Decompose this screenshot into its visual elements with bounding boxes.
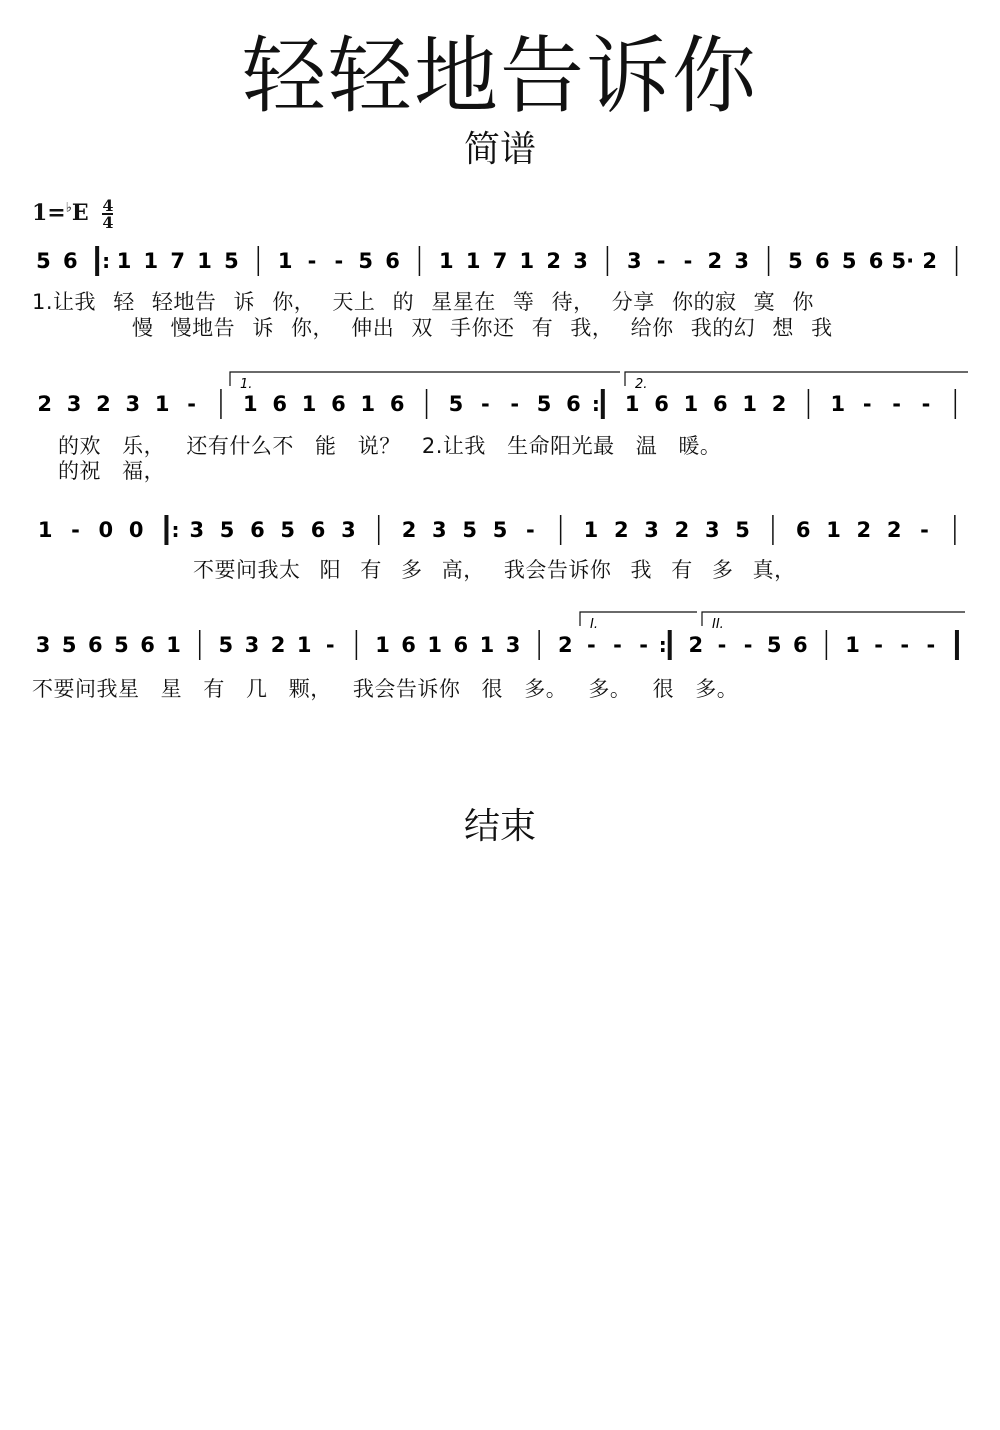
note: 6: [795, 518, 811, 542]
note: 2: [401, 518, 417, 542]
note: 6: [814, 249, 830, 273]
note: 1: [197, 249, 212, 273]
note: 3: [66, 392, 82, 416]
lyric-row4: 不要问我星 星 有 几 颗， 我会告诉你 很 多。 多。 很 多。: [32, 677, 739, 701]
volta-second-coda-label: II.: [712, 617, 724, 632]
key-note: E: [71, 200, 89, 226]
song-title: 轻轻地告诉你: [241, 27, 758, 125]
note: 0: [128, 518, 144, 542]
note: 5: [218, 633, 234, 657]
note: 3: [505, 633, 521, 657]
note: 5: [448, 392, 464, 416]
note: 2: [270, 633, 286, 657]
note: 6: [331, 392, 346, 416]
volta-first-label: 1.: [240, 377, 253, 392]
lyric-row1-verse2: 慢 慢地告 诉 你， 伸出 双 手你还 有 我， 给你 我的幻 想 我: [132, 316, 833, 340]
repeat-dots: :: [591, 392, 600, 416]
note: 2: [674, 518, 690, 542]
note: 6: [654, 392, 669, 416]
note: 6: [140, 633, 155, 657]
note: 3: [573, 249, 588, 273]
ending-text: 结束: [463, 806, 536, 847]
note: 1: [143, 249, 159, 273]
note: 6: [87, 633, 103, 657]
note: 2: [613, 518, 629, 542]
note: -: [921, 392, 931, 416]
time-bottom: 4: [102, 213, 114, 232]
volta-first: [230, 372, 620, 386]
note: 3: [626, 249, 642, 273]
note: 7: [170, 249, 186, 273]
note: -: [639, 633, 648, 657]
note: 5: [841, 249, 857, 273]
note: -: [743, 633, 753, 657]
note: 6: [566, 392, 581, 416]
note: 5: [536, 392, 552, 416]
note: 6: [62, 249, 78, 273]
repeat-dots: :: [658, 633, 667, 657]
note: 1: [301, 392, 317, 416]
note: 5·: [891, 249, 915, 273]
note: 1: [465, 249, 481, 273]
lyric-row2-verse2: 的祝 福，: [58, 459, 166, 483]
note: 1: [243, 392, 258, 416]
note: 3: [704, 518, 720, 542]
note: 2: [922, 249, 938, 273]
note: 5: [36, 249, 51, 273]
note: 2: [96, 392, 111, 416]
volta-first-coda-label: I.: [590, 617, 598, 632]
note: -: [510, 392, 520, 416]
note: -: [900, 633, 910, 657]
note: 5: [224, 249, 239, 273]
note: 2: [557, 633, 573, 657]
note: 1: [519, 249, 535, 273]
note: 1: [624, 392, 640, 416]
lyric-row1-verse1: 1.让我 轻 轻地告 诉 你， 天上 的 星星在 等 待， 分享 你的寂 寞 你: [32, 290, 814, 314]
note: -: [926, 633, 936, 657]
note: 2: [37, 392, 52, 416]
note: 1: [479, 633, 495, 657]
volta-second: [625, 372, 968, 386]
note: 1: [583, 518, 599, 542]
note: 3: [35, 633, 51, 657]
note: 1: [830, 392, 846, 416]
note: 1: [375, 633, 390, 657]
note: -: [525, 518, 535, 542]
note: 3: [244, 633, 260, 657]
note: 1: [826, 518, 841, 542]
note: -: [892, 392, 901, 416]
note: 5: [462, 518, 477, 542]
note: -: [920, 518, 929, 542]
repeat-dots: :: [171, 518, 180, 542]
note: 6: [401, 633, 416, 657]
note: 1: [296, 633, 312, 657]
note: -: [187, 392, 196, 416]
note: 0: [98, 518, 114, 542]
note: 6: [868, 249, 884, 273]
key-prefix: 1=: [32, 200, 66, 226]
note: 1: [438, 249, 454, 273]
note: 5: [61, 633, 77, 657]
note: 2: [886, 518, 902, 542]
note: 6: [713, 392, 728, 416]
note: 6: [385, 249, 400, 273]
note: -: [656, 249, 666, 273]
note: 6: [792, 633, 808, 657]
note: 3: [644, 518, 659, 542]
note: -: [717, 633, 727, 657]
note: -: [71, 518, 80, 542]
note: 3: [341, 518, 356, 542]
note: 3: [734, 249, 750, 273]
song-subtitle: 简谱: [463, 129, 536, 170]
time-top: 4: [102, 196, 114, 215]
note: 1: [37, 518, 53, 542]
note: 2: [771, 392, 787, 416]
lyric-row3: 不要问我太 阳 有 多 高， 我会告诉你 我 有 多 真，: [193, 558, 796, 582]
note: 7: [492, 249, 508, 273]
volta-second-coda: [702, 612, 965, 626]
volta-second-label: 2.: [635, 377, 648, 392]
note: -: [307, 249, 317, 273]
note: 1: [154, 392, 170, 416]
note: 1: [166, 633, 181, 657]
note: 1: [845, 633, 860, 657]
note: 3: [125, 392, 141, 416]
note: 5: [766, 633, 782, 657]
note: 6: [453, 633, 469, 657]
note: 6: [389, 392, 405, 416]
note: -: [334, 249, 344, 273]
note: 6: [250, 518, 265, 542]
note: -: [683, 249, 693, 273]
note: 2: [546, 249, 562, 273]
note: 1: [277, 249, 293, 273]
note: 3: [432, 518, 447, 542]
note: -: [587, 633, 596, 657]
lyric-row2-verse1: 的欢 乐， 还有什么不 能 说？ 2.让我 生命阳光最 温 暖。: [58, 434, 722, 458]
note: 5: [114, 633, 129, 657]
note: 5: [788, 249, 803, 273]
flat-sign: ♭: [65, 200, 72, 216]
note: -: [862, 392, 872, 416]
note: 1: [742, 392, 757, 416]
note: 3: [189, 518, 205, 542]
note: 2: [856, 518, 872, 542]
note: -: [874, 633, 883, 657]
note: 5: [735, 518, 750, 542]
note: 1: [683, 392, 699, 416]
note: -: [325, 633, 335, 657]
note: -: [613, 633, 622, 657]
note: 6: [272, 392, 287, 416]
repeat-dots: :: [102, 249, 111, 273]
note: 2: [688, 633, 704, 657]
note: -: [480, 392, 490, 416]
note: 6: [310, 518, 326, 542]
note: 5: [358, 249, 374, 273]
note: 5: [219, 518, 235, 542]
note: 5: [492, 518, 508, 542]
note: 1: [116, 249, 132, 273]
note: 1: [427, 633, 443, 657]
note: 2: [707, 249, 723, 273]
note: 1: [360, 392, 376, 416]
note: 5: [280, 518, 296, 542]
